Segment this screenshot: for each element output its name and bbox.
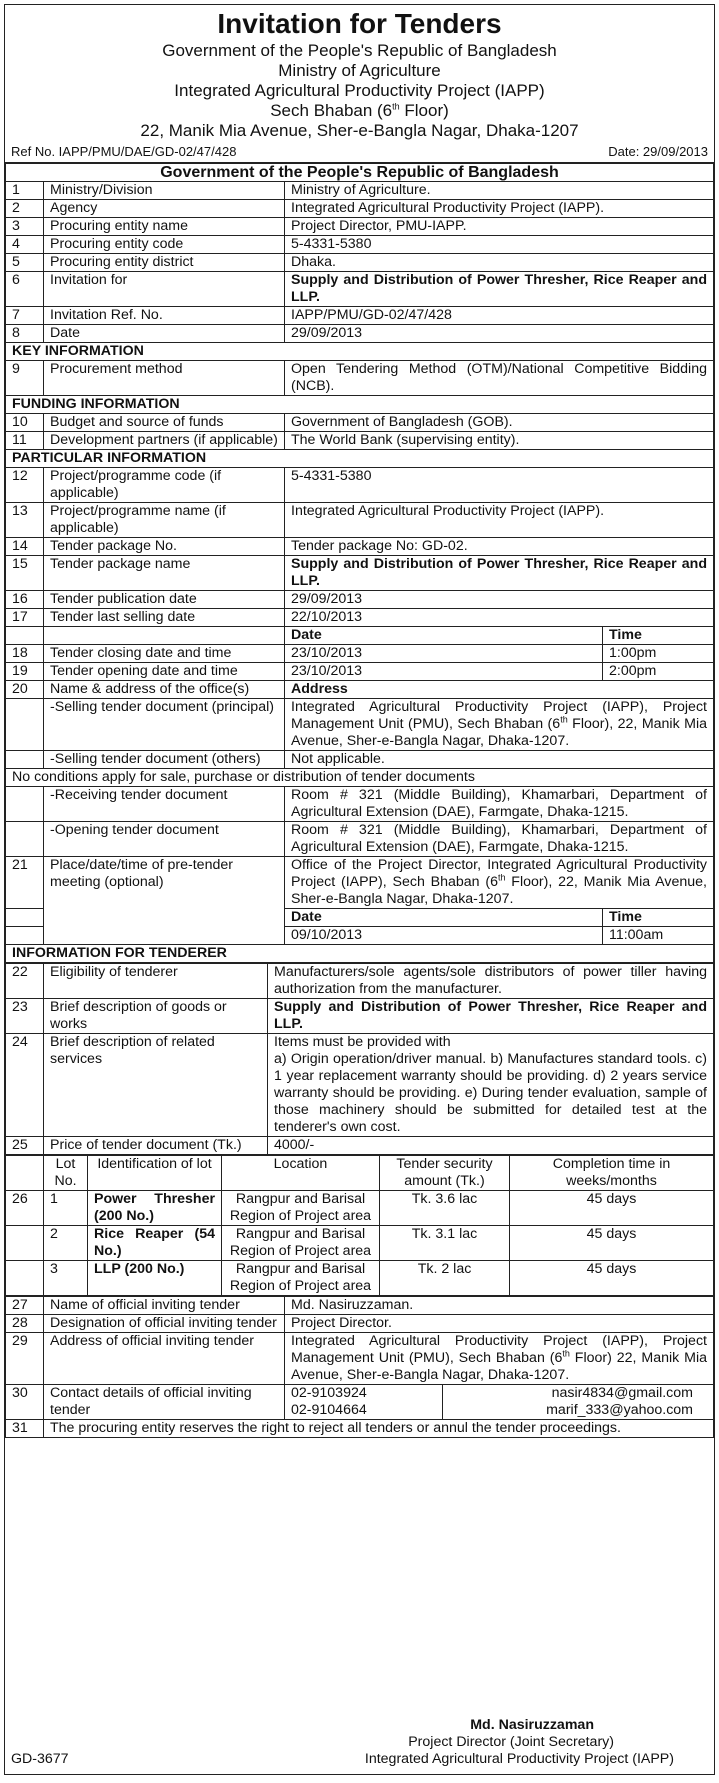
table-cell xyxy=(6,1226,44,1261)
table-cell: 24 xyxy=(6,1034,44,1137)
table-cell xyxy=(6,699,44,751)
table-cell: Invitation for xyxy=(44,272,285,307)
table-cell: Tender package No. xyxy=(44,538,285,556)
table-cell: 23 xyxy=(6,999,44,1034)
table-row xyxy=(6,857,714,909)
table-cell: Date xyxy=(44,325,285,343)
table-cell xyxy=(6,822,44,857)
table-cell: 29 xyxy=(6,1333,44,1385)
table-cell: Dhaka. xyxy=(285,254,714,272)
table-cell: Tender security amount (Tk.) xyxy=(380,1156,510,1191)
table-cell: 8 xyxy=(6,325,44,343)
table-cell: Invitation Ref. No. xyxy=(44,307,285,325)
table-cell: 31 xyxy=(6,1420,44,1438)
date-time-header-row xyxy=(6,627,714,645)
table-row xyxy=(6,1385,714,1420)
table-cell: 30 xyxy=(6,1385,44,1420)
address-line: 22, Manik Mia Avenue, Sher-e-Bangla Nagar, Dhaka-1207 xyxy=(140,121,579,140)
table-cell: Tender package No: GD-02. xyxy=(285,538,714,556)
email-2: marif_333@yahoo.com xyxy=(546,1402,693,1418)
table-cell: Address xyxy=(285,681,714,699)
table-row xyxy=(6,1420,714,1438)
table-cell: 3 xyxy=(44,1261,88,1296)
lot-row xyxy=(6,1191,714,1226)
table-row xyxy=(6,663,714,681)
table-cell: 11 xyxy=(6,432,44,450)
table-cell: Tk. 2 lac xyxy=(380,1261,510,1296)
table-cell: Price of tender document (Tk.) xyxy=(44,1137,268,1155)
table-cell: Procuring entity name xyxy=(44,218,285,236)
ref-number: Ref No. IAPP/PMU/DAE/GD-02/47/428 xyxy=(11,144,237,159)
table-cell: 23/10/2013 xyxy=(285,645,603,663)
table-cell: Ministry of Agriculture. xyxy=(285,182,714,200)
table-row xyxy=(6,254,714,272)
section-key-information: KEY INFORMATION xyxy=(6,343,714,361)
table-cell: Location xyxy=(222,1156,380,1191)
table-cell: 3 xyxy=(6,218,44,236)
signatory-name: Md. Nasiruzzaman xyxy=(470,1717,594,1733)
table-cell xyxy=(6,909,44,927)
table-cell: Tender last selling date xyxy=(44,609,285,627)
table-cell: 19 xyxy=(6,663,44,681)
table-cell: 12 xyxy=(6,468,44,503)
table-cell: Tender publication date xyxy=(44,591,285,609)
table-cell: 22 xyxy=(6,964,44,999)
table-cell: LLP (200 No.) xyxy=(88,1261,222,1296)
table-cell: Brief description of goods or works xyxy=(44,999,268,1034)
table-cell: Procuring entity code xyxy=(44,236,285,254)
table-cell xyxy=(6,927,44,945)
table-cell xyxy=(285,1385,443,1420)
table-cell: Supply and Distribution of Power Thresher, Rice Reaper and LLP. xyxy=(268,999,714,1034)
table-cell: The procuring entity reserves the right to reject all tenders or annul the tender proceedings. xyxy=(44,1420,714,1438)
table-cell: Md. Nasiruzzaman. xyxy=(285,1297,714,1315)
email-1: nasir4834@gmail.com xyxy=(551,1385,693,1401)
table-cell: Ministry/Division xyxy=(44,182,285,200)
table-row xyxy=(6,751,714,769)
table-cell: Project Director, PMU-IAPP. xyxy=(285,218,714,236)
table-cell xyxy=(443,1385,714,1420)
lot-table xyxy=(5,1155,714,1296)
table-cell: 45 days xyxy=(510,1226,714,1261)
table-cell: Project/programme name (if applicable) xyxy=(44,503,285,538)
table-cell: Contact details of official inviting tender xyxy=(44,1385,285,1420)
conditions-note: No conditions apply for sale, purchase or distribution of tender documents xyxy=(6,769,714,787)
table-cell: Development partners (if applicable) xyxy=(44,432,285,450)
table-cell: Tender opening date and time xyxy=(44,663,285,681)
table-row xyxy=(6,1137,714,1155)
table-cell: Address of official inviting tender xyxy=(44,1333,285,1385)
table-cell: Manufacturers/sole agents/sole distributors of power tiller having authorization from the manufacturer. xyxy=(268,964,714,999)
lot-header-row xyxy=(6,1156,714,1191)
table-row xyxy=(6,1034,714,1137)
table-cell: Power Thresher (200 No.) xyxy=(88,1191,222,1226)
section-tenderer-information: INFORMATION FOR TENDERER xyxy=(6,945,714,963)
table-cell: Name & address of the office(s) xyxy=(44,681,285,699)
table-cell: 29/09/2013 xyxy=(285,591,714,609)
table-cell: 22/10/2013 xyxy=(285,609,714,627)
section-funding-information: FUNDING INFORMATION xyxy=(6,396,714,414)
table-cell: The World Bank (supervising entity). xyxy=(285,432,714,450)
table-row xyxy=(6,325,714,343)
table-row xyxy=(6,645,714,663)
table-cell: IAPP/PMU/GD-02/47/428 xyxy=(285,307,714,325)
table-cell: Room # 321 (Middle Building), Khamarbari, Department of Agricultural Extension (DAE), Farmgate, Dhaka-1215. xyxy=(285,822,714,857)
table-cell: 25 xyxy=(6,1137,44,1155)
table-cell: 1 xyxy=(44,1191,88,1226)
table-cell: Tender package name xyxy=(44,556,285,591)
table-cell: Rangpur and Barisal Region of Project area xyxy=(222,1261,380,1296)
table-cell: Integrated Agricultural Productivity Project (IAPP). xyxy=(285,503,714,538)
table-row xyxy=(6,200,714,218)
lot-row xyxy=(6,1261,714,1296)
table-row xyxy=(6,591,714,609)
table-row xyxy=(6,822,714,857)
project-line: Integrated Agricultural Productivity Project (IAPP) xyxy=(174,81,545,100)
table-row xyxy=(6,503,714,538)
table-cell: 27 xyxy=(6,1297,44,1315)
table-row xyxy=(6,999,714,1034)
table-row xyxy=(6,964,714,999)
table-cell: Lot No. xyxy=(44,1156,88,1191)
table-cell xyxy=(6,751,44,769)
table-cell: Rice Reaper (54 No.) xyxy=(88,1226,222,1261)
table-cell: 2:00pm xyxy=(603,663,714,681)
table-cell: Time xyxy=(603,627,714,645)
table-cell xyxy=(6,1156,44,1191)
table-cell: 5-4331-5380 xyxy=(285,236,714,254)
table-cell: 1 xyxy=(6,182,44,200)
table-row xyxy=(6,1297,714,1315)
table-row xyxy=(6,307,714,325)
table-cell: Time xyxy=(603,909,714,927)
table-cell: Tender closing date and time xyxy=(44,645,285,663)
table-cell: -Opening tender document xyxy=(44,822,285,857)
ref-row xyxy=(5,141,714,162)
table-cell: Completion time in weeks/months xyxy=(510,1156,714,1191)
table-cell: 6 xyxy=(6,272,44,307)
table-row xyxy=(6,236,714,254)
ministry-line: Ministry of Agriculture xyxy=(278,61,441,80)
table-cell: Project/programme code (if applicable) xyxy=(44,468,285,503)
table-cell: Place/date/time of pre-tender meeting (optional) xyxy=(44,857,285,945)
main-table xyxy=(5,162,714,963)
signature-block xyxy=(5,1717,714,1768)
table-cell xyxy=(6,787,44,822)
table-cell: 4 xyxy=(6,236,44,254)
phone-2: 02-9104664 xyxy=(291,1402,367,1418)
table-cell: 16 xyxy=(6,591,44,609)
table-cell: 23/10/2013 xyxy=(285,663,603,681)
table-cell: 20 xyxy=(6,681,44,699)
table-cell: Identification of lot xyxy=(88,1156,222,1191)
notice-date: Date: 29/09/2013 xyxy=(608,144,708,159)
phone-1: 02-9103924 xyxy=(291,1385,367,1401)
table-cell: 13 xyxy=(6,503,44,538)
building-line: Sech Bhaban (6th Floor) xyxy=(270,101,449,120)
table-cell: 2 xyxy=(6,200,44,218)
table-cell: 9 xyxy=(6,361,44,396)
table-cell: 45 days xyxy=(510,1261,714,1296)
table-row xyxy=(6,609,714,627)
table-cell: 2 xyxy=(44,1226,88,1261)
table-cell: Tk. 3.1 lac xyxy=(380,1226,510,1261)
table-cell: Date xyxy=(285,627,603,645)
table-cell: Government of Bangladesh (GOB). xyxy=(285,414,714,432)
table-cell: Integrated Agricultural Productivity Project (IAPP). xyxy=(285,200,714,218)
table-cell: Designation of official inviting tender xyxy=(44,1315,285,1333)
tender-notice xyxy=(4,4,715,1775)
table-cell: 14 xyxy=(6,538,44,556)
table-row xyxy=(6,272,714,307)
table-cell: 18 xyxy=(6,645,44,663)
signatory-title: Project Director (Joint Secretary) xyxy=(408,1734,614,1750)
table-row xyxy=(6,361,714,396)
gd-number: GD-3677 xyxy=(11,1751,69,1767)
table-cell: 29/09/2013 xyxy=(285,325,714,343)
lot-row xyxy=(6,1226,714,1261)
table-cell: 45 days xyxy=(510,1191,714,1226)
table-cell: Room # 321 (Middle Building), Khamarbari, Department of Agricultural Extension (DAE), Farmgate, Dhaka-1215. xyxy=(285,787,714,822)
table-row xyxy=(6,468,714,503)
table-row xyxy=(6,699,714,751)
table-cell: Not applicable. xyxy=(285,751,714,769)
table-cell: 1:00pm xyxy=(603,645,714,663)
table-cell: Agency xyxy=(44,200,285,218)
table-cell: Integrated Agricultural Productivity Project (IAPP), Project Management Unit (PMU), Sech Bhaban (6th Floor) 22, Manik Mia Avenue, Sher-e-Bangla Nagar, Dhaka-1207. xyxy=(285,1333,714,1385)
table-cell: 09/10/2013 xyxy=(285,927,603,945)
table-cell: 28 xyxy=(6,1315,44,1333)
table-cell: 15 xyxy=(6,556,44,591)
table-row xyxy=(6,1333,714,1385)
table-cell: 4000/- xyxy=(268,1137,714,1155)
table-cell: -Selling tender document (principal) xyxy=(44,699,285,751)
table-cell xyxy=(44,627,285,645)
table-cell: 17 xyxy=(6,609,44,627)
table-cell: 5-4331-5380 xyxy=(285,468,714,503)
table-row xyxy=(6,538,714,556)
table-cell: 21 xyxy=(6,857,44,909)
signatory-org: Integrated Agricultural Productivity Project (IAPP) xyxy=(364,1751,674,1767)
table-cell: Budget and source of funds xyxy=(44,414,285,432)
table-row xyxy=(6,432,714,450)
table-cell: Procurement method xyxy=(44,361,285,396)
government-line: Government of the People's Republic of Bangladesh xyxy=(162,41,557,60)
table-cell: Rangpur and Barisal Region of Project area xyxy=(222,1191,380,1226)
table-cell: Integrated Agricultural Productivity Project (IAPP), Project Management Unit (PMU), Sech Bhaban (6th Floor), 22, Manik Mia Avenue, Sher-e-Bangla Nagar, Dhaka-1207. xyxy=(285,699,714,751)
section-particular-information: PARTICULAR INFORMATION xyxy=(6,450,714,468)
table-cell: Procuring entity district xyxy=(44,254,285,272)
table-cell: 10 xyxy=(6,414,44,432)
table-cell xyxy=(6,627,44,645)
table-row xyxy=(6,681,714,699)
table-row xyxy=(6,1315,714,1333)
table-cell: Supply and Distribution of Power Thresher, Rice Reaper and LLP. xyxy=(285,272,714,307)
table-title: Government of the People's Republic of Bangladesh xyxy=(6,163,714,182)
table-cell: 7 xyxy=(6,307,44,325)
table-row xyxy=(6,182,714,200)
official-table xyxy=(5,1296,714,1438)
table-cell: Tk. 3.6 lac xyxy=(380,1191,510,1226)
table-row xyxy=(6,218,714,236)
table-cell: Rangpur and Barisal Region of Project area xyxy=(222,1226,380,1261)
notice-title: Invitation for Tenders xyxy=(217,8,502,39)
table-cell xyxy=(6,1261,44,1296)
table-cell: Date xyxy=(285,909,603,927)
table-cell: -Selling tender document (others) xyxy=(44,751,285,769)
table-cell: Office of the Project Director, Integrated Agricultural Productivity Project (IAPP), Sech Bhaban (6th Floor), 22, Manik Mia Avenue, Sher-e-Bangla Nagar, Dhaka-1207. xyxy=(285,857,714,909)
table-cell: Project Director. xyxy=(285,1315,714,1333)
table-row xyxy=(6,787,714,822)
table-cell: Name of official inviting tender xyxy=(44,1297,285,1315)
table-cell: Items must be provided with a) Origin operation/driver manual. b) Manufactures standard tools. c) 1 year replacement warranty should be providing. d) 2 years service warranty should be providing. e) During tender evaluation, sample of those machinery should be submitted for detailed test at the tenderer's own cost. xyxy=(268,1034,714,1137)
tenderer-table xyxy=(5,963,714,1155)
table-cell: -Receiving tender document xyxy=(44,787,285,822)
table-cell: 11:00am xyxy=(603,927,714,945)
table-cell: Supply and Distribution of Power Thresher, Rice Reaper and LLP. xyxy=(285,556,714,591)
table-cell: Open Tendering Method (OTM)/National Competitive Bidding (NCB). xyxy=(285,361,714,396)
table-row xyxy=(6,414,714,432)
notice-header xyxy=(5,7,714,141)
table-cell: Eligibility of tenderer xyxy=(44,964,268,999)
table-row xyxy=(6,556,714,591)
table-cell: 5 xyxy=(6,254,44,272)
table-cell: Brief description of related services xyxy=(44,1034,268,1137)
table-cell: 26 xyxy=(6,1191,44,1226)
